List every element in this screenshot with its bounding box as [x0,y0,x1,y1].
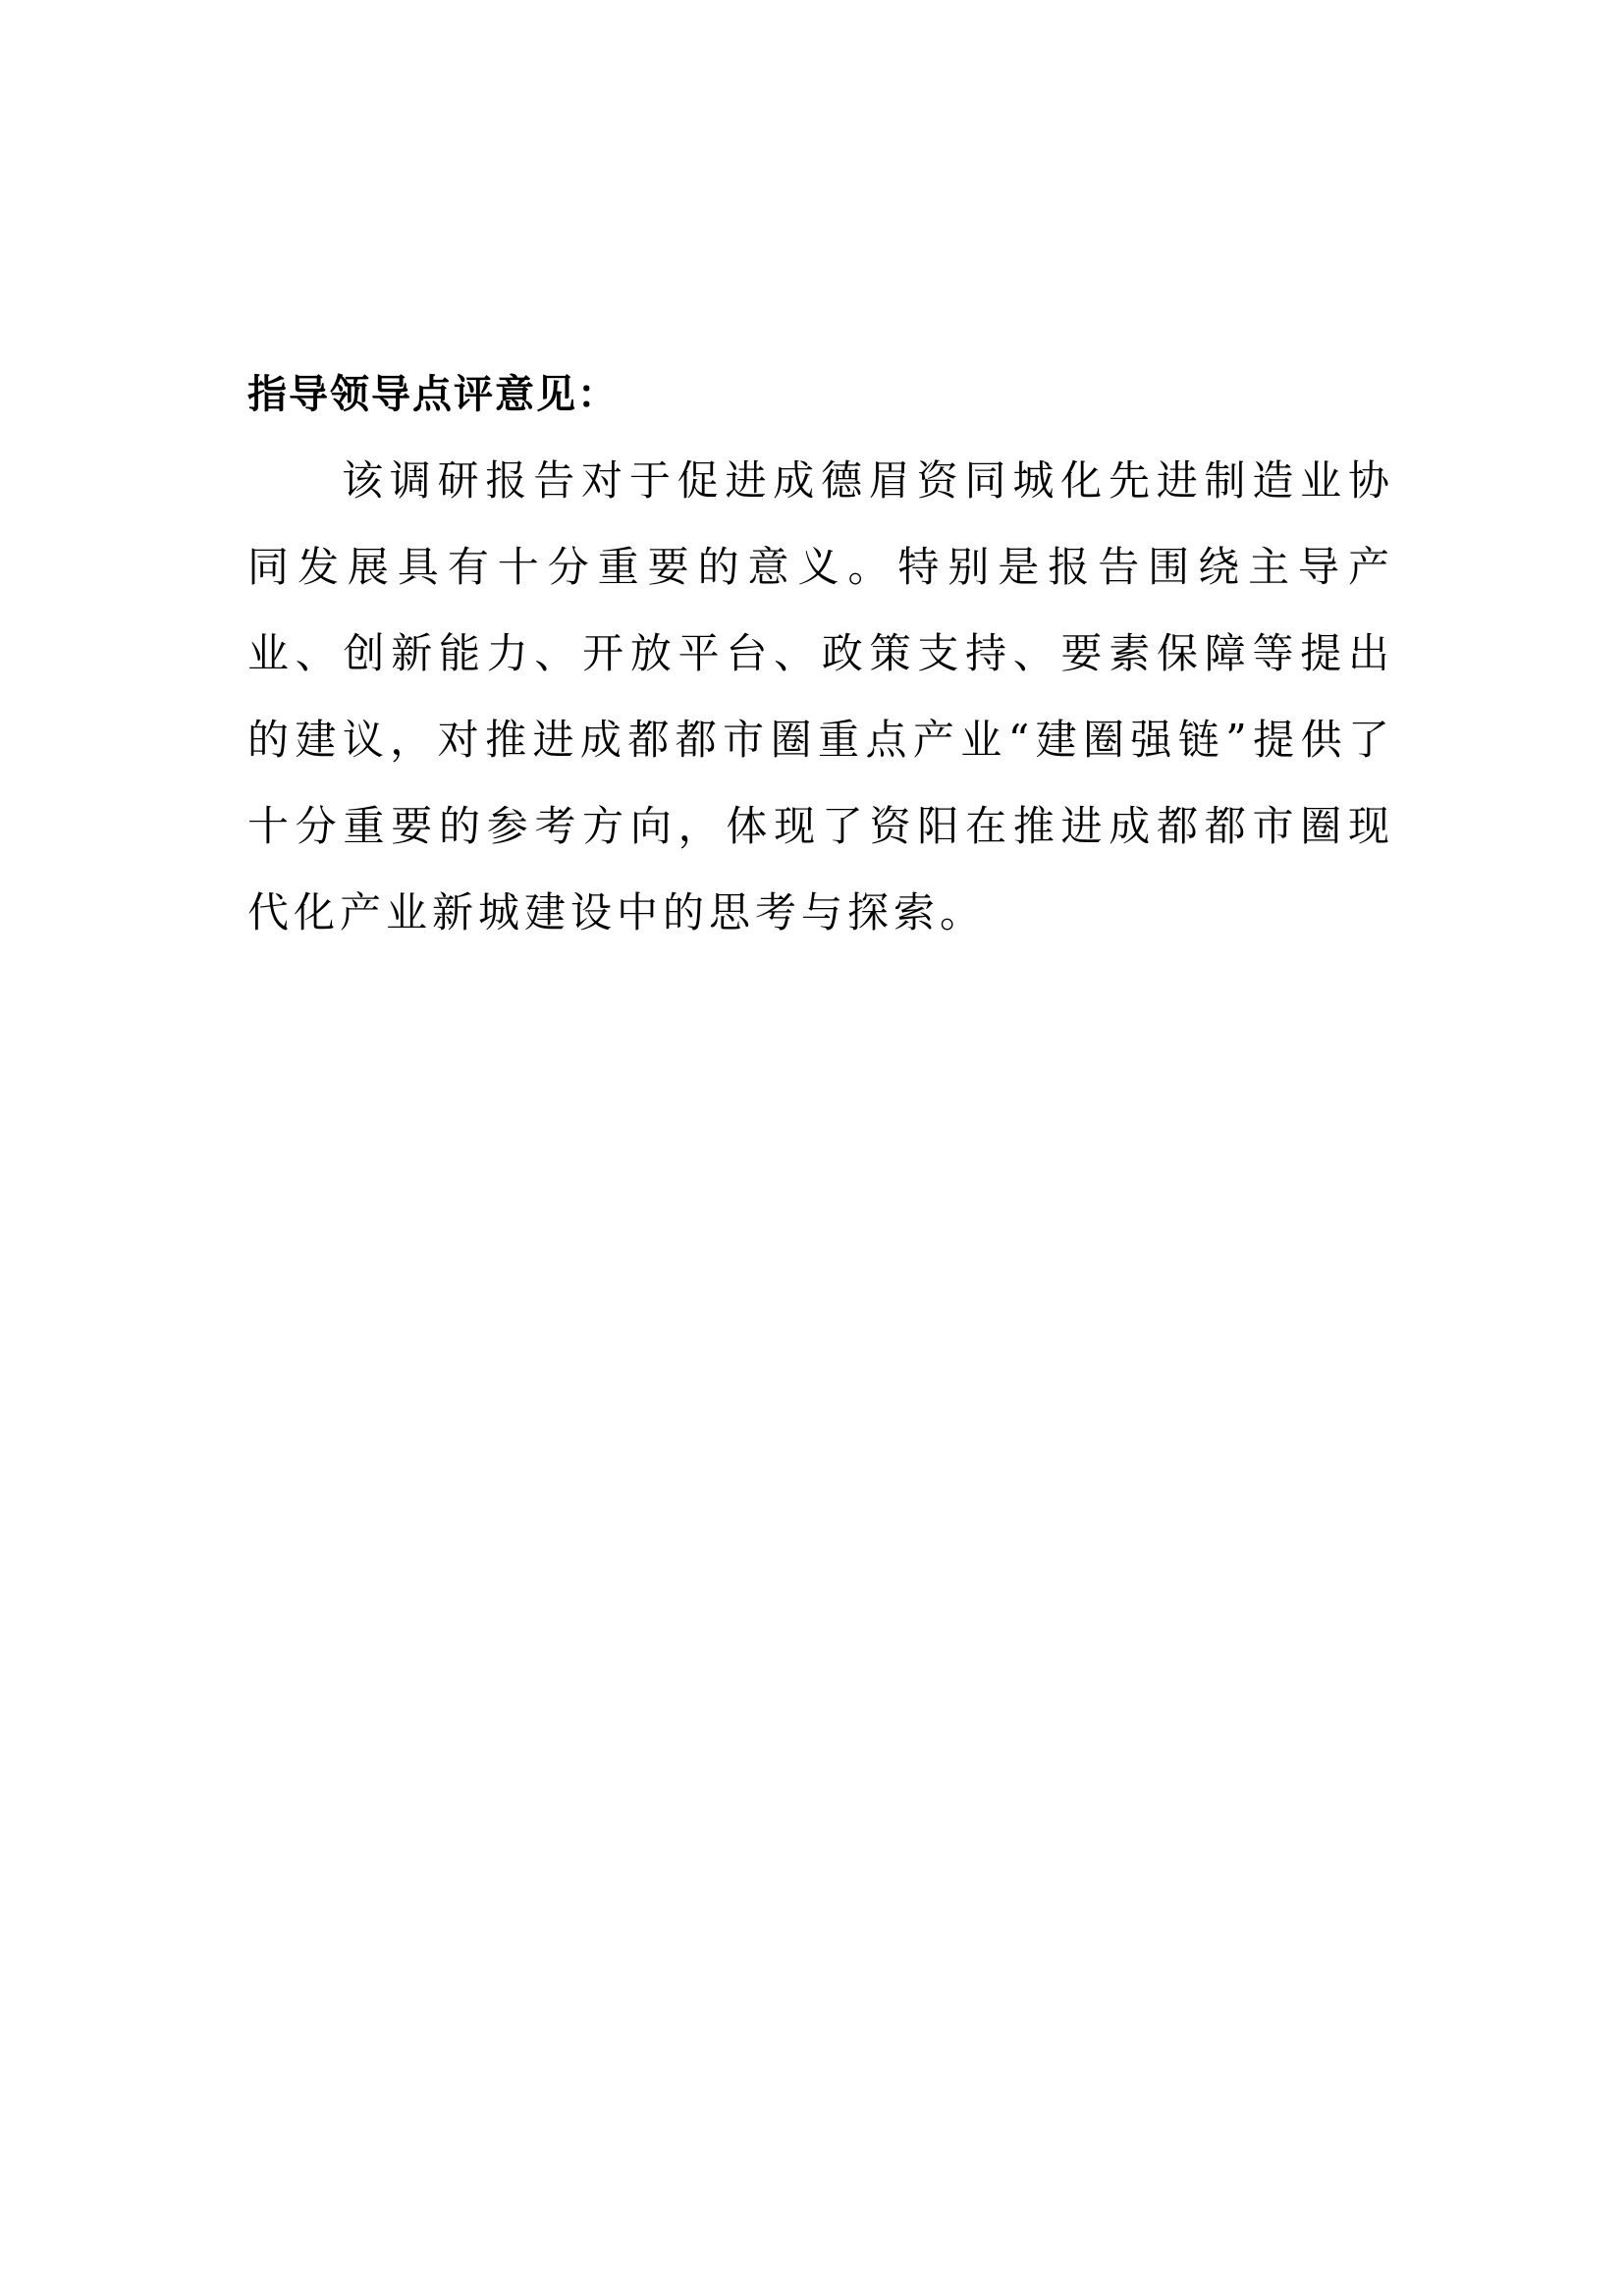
comment-heading: 指导领导点评意见： [247,372,619,417]
document-body [247,371,1394,956]
comment-paragraph: 该调研报告对于促进成德眉资同城化先进制造业协同发展具有十分重要的意义。特别是报告围绕主导产业、创新能力、开放平台、政策支持、要素保障等提出的建议，对推进成都都市圈重点产业“建圈强链”提供了十分重要的参考方向，体现了资阳在推进成都都市圈现代化产业新城建设中的思考与探索。 [247,456,1394,936]
